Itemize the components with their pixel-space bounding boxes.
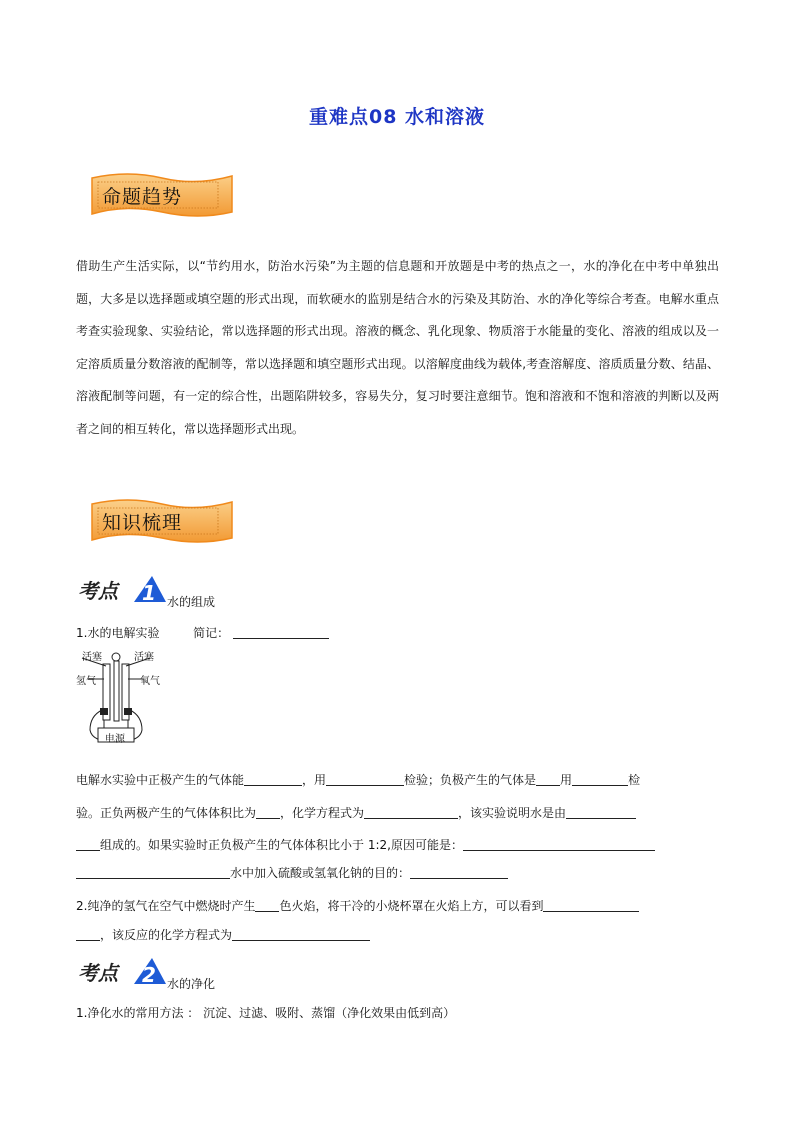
knowledge-banner <box>88 496 236 546</box>
electrolysis-p3 <box>76 836 655 853</box>
blank <box>543 898 639 912</box>
blank <box>76 927 100 941</box>
blank <box>76 865 230 879</box>
electrolysis-p4 <box>76 864 508 881</box>
electrolysis-p1 <box>76 771 640 788</box>
blank <box>326 772 404 786</box>
electrolysis-title: 1.水的电解实验 <box>76 626 160 640</box>
p1-text-d: 用 <box>560 773 573 787</box>
p2-text-a: 验。正负两极产生的气体体积比为 <box>76 806 257 820</box>
kaodian-1-badge-text: 考点 <box>78 579 118 603</box>
blank <box>572 772 628 786</box>
left-valve-label: 活塞 <box>82 652 102 663</box>
purification-methods: 1.净化水的常用方法 ： 沉淀、过滤、吸附、蒸馏（净化效果由低到高） <box>76 1006 456 1020</box>
blank <box>255 898 279 912</box>
electrolysis-p2 <box>76 804 636 821</box>
p2-text-b: ，化学方程式为 <box>280 806 365 820</box>
page-title: 重难点08 水和溶液 <box>308 106 486 128</box>
blank <box>536 772 560 786</box>
trend-banner <box>88 170 236 220</box>
kaodian-1-label: 水的组成 <box>167 595 216 609</box>
combustion-text-a: 2.纯净的氢气在空气中燃烧时产生 <box>76 899 256 913</box>
combustion-text-c: ，该反应的化学方程式为 <box>100 928 233 942</box>
note-blank <box>233 625 329 639</box>
blank <box>410 865 508 879</box>
power-label: 电源 <box>105 734 125 745</box>
right-valve-label: 活塞 <box>134 652 154 663</box>
electrolysis-diagram <box>76 646 166 754</box>
hydrogen-label: 氢气 <box>76 676 96 687</box>
trend-banner-label: 命题趋势 <box>102 186 183 208</box>
kaodian-1-badge <box>76 575 166 605</box>
p1-text-a: 电解水实验中正极产生的气体能 <box>76 773 245 787</box>
blank <box>463 837 655 851</box>
combustion-text-b: 色火焰，将干冷的小烧杯罩在火焰上方，可以看到 <box>279 899 544 913</box>
electrolysis-note-label: 简记： <box>193 626 230 640</box>
p1-text-e: 检 <box>628 773 641 787</box>
hydrogen-combustion-p1 <box>76 897 639 914</box>
blank <box>76 837 100 851</box>
blank <box>364 805 458 819</box>
kaodian-2-number: 2 <box>142 963 156 987</box>
electrolysis-title-line <box>76 624 329 641</box>
p1-text-c: 检验；负极产生的气体是 <box>404 773 537 787</box>
blank <box>244 772 302 786</box>
p1-text-b: ，用 <box>302 773 327 787</box>
blank <box>232 927 370 941</box>
kaodian-2-badge <box>76 957 166 987</box>
hydrogen-combustion-p2 <box>76 926 370 943</box>
blank <box>566 805 636 819</box>
kaodian-1-number: 1 <box>142 581 156 605</box>
kaodian-2-label: 水的净化 <box>167 977 216 991</box>
trend-paragraph: 借助生产生活实际，以“节约用水，防治水污染”为主题的信息题和开放题是中考的热点之一，水的净化在中考中单独出题，大多是以选择题或填空题的形式出现，而软硬水的监别是结合水的污染及其防治、水的净化等综合考查。电解水重点考查实验现象、实验结论，常以选择题的形式出现。溶液的概念、乳化现象、物质溶于水能量的变化、溶液的组成以及一定溶质质量分数溶液的配制等，常以选择题和填空题形式出现。以溶解度曲线为载体,考查溶解度、溶质质量分数、结晶、溶液配制等问题，有一定的综合性，出题陷阱较多，容易失分，复习时要注意细节。饱和溶液和不饱和溶液的判断以及两者之间的相互转化，常以选择题形式出现。 <box>76 259 719 436</box>
p3-text-a: 组成的。如果实验时正负极产生的气体体积比小于 1:2,原因可能是： <box>100 838 463 852</box>
oxygen-label: 氧气 <box>140 676 160 687</box>
p4-text-a: 水中加入硫酸或氢氧化钠的目的： <box>230 866 411 880</box>
knowledge-banner-label: 知识梳理 <box>102 512 183 534</box>
p2-text-c: ，该实验说明水是由 <box>458 806 567 820</box>
blank <box>256 805 280 819</box>
kaodian-2-badge-text: 考点 <box>78 961 118 985</box>
